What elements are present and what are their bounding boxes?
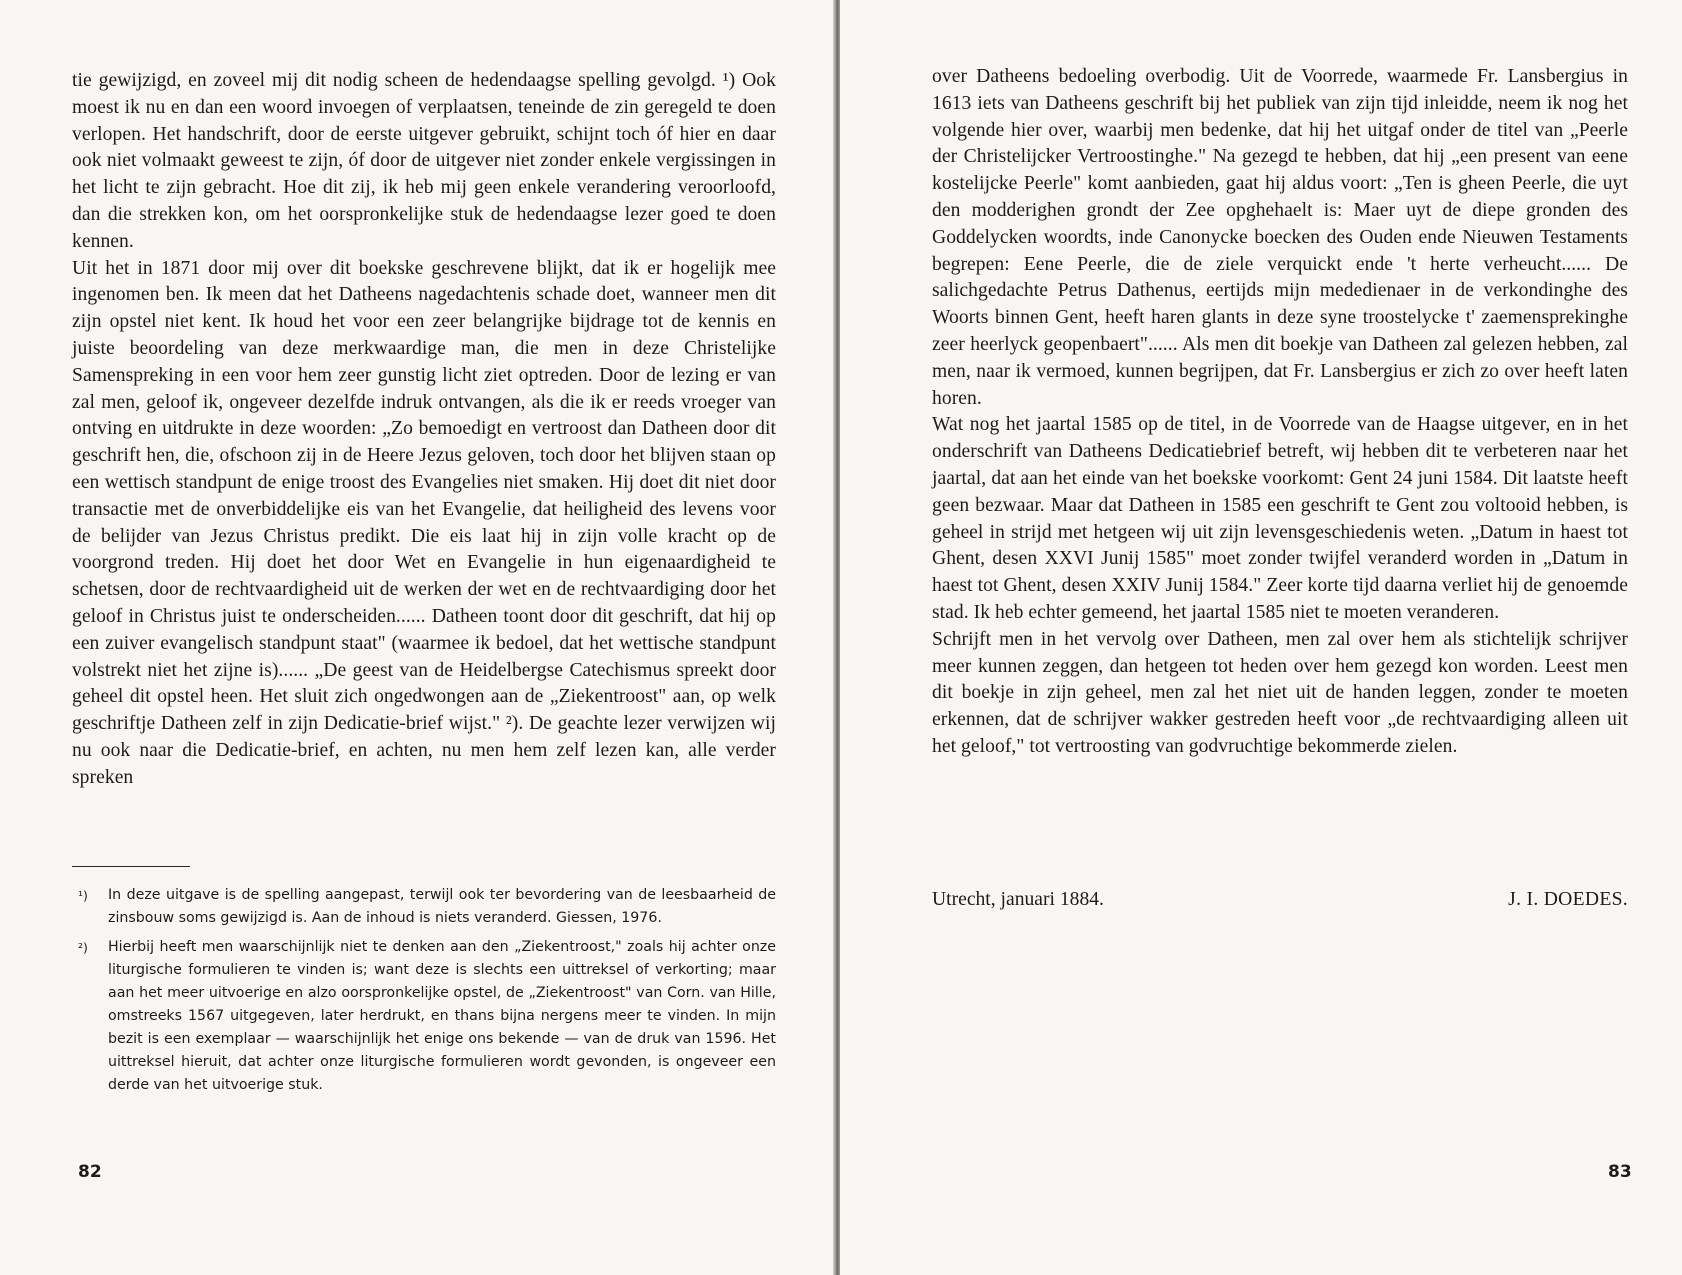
- footnote-divider: [72, 866, 190, 867]
- footnote-marker: ¹): [78, 888, 88, 903]
- footnote-2: [72, 936, 776, 1097]
- paragraph: over Datheens bedoeling overbodig. Uit de Voorrede, waarmede Fr. Lansbergius in 1613 iets van Datheens geschrift bij het publiek van zijn tijd inleidde, neem ik nog het volgende hier over, waarbij men bedenke, dat hij het uitgaf onder de titel van „Peerle der Christelijcker Vertroostinghe." Na gezegd te hebben, dat hij „een present van eene kostelijcke Peerle" komt aanbieden, gaat hij aldus voort: „Ten is gheen Peerle, die uyt den modderighen grondt der Zee opghehaelt is: Maer uyt de diepe gronden des Goddelycken woordts, inde Canonycke boecken des Ouden ende Nieuwen Testaments begrepen: Eene Peerle, die de ziele verquickt ende 't herte verheucht...... De salichgedachte Petrus Dathenus, eertijds mijn mededienaer in de verkondinghe des Woorts binnen Gent, heeft haren glants in deze syne troostelycke t' zaemensprekinghe zeer heerlyck geopenbaert"...... Als men dit boekje van Datheen zal gelezen hebben, zal men, naar ik vermoed, kunnen begrijpen, dat Fr. Lansbergius er zich zo over heeft laten horen.: [932, 66, 1628, 409]
- paragraph: Wat nog het jaartal 1585 op de titel, in de Voorrede van de Haagse uitgever, en in het onderschrift van Datheens Dedicatiebrief betreft, wij hebben dit te verbeteren naar het jaartal, dat aan het einde van het boekske voorkomt: Gent 24 juni 1584. Dit laatste heeft geen bezwaar. Maar dat Datheen in 1585 een geschrift te Gent zou voltooid hebben, is geheel in strijd met hetgeen wij uit zijn levensgeschiedenis weten. „Datum in haest tot Ghent, desen XXVI Junij 1585" moet zonder twijfel veranderd worden in „Datum in haest tot Ghent, desen XXIV Junij 1584." Zeer korte tijd daarna verliet hij de genoemde stad. Ik heb echter gemeend, het jaartal 1585 niet te moeten veranderen.: [932, 414, 1628, 623]
- paragraph: tie gewijzigd, en zoveel mij dit nodig scheen de hedendaagse spelling gevolgd. ¹) Ook moest ik nu en dan een woord invoegen of verplaatsen, teneinde de zin geregeld te doen verlopen. Het handschrift, door de eerste uitgever gebruikt, schijnt toch óf hier en daar ook niet volmaakt geweest te zijn, óf door de uitgever niet zonder enkele vergissingen in het licht te zijn gebracht. Hoe dit zij, ik heb mij geen enkele verandering veroorloofd, dan die strekken kon, om het oorspronkelijke stuk de hedendaagse lezer goed te doen kennen.: [72, 70, 776, 252]
- page-number: 82: [78, 1162, 102, 1182]
- right-page-body: [932, 64, 1628, 761]
- footnote-1: [72, 884, 776, 930]
- place-date: Utrecht, januari 1884.: [932, 889, 1104, 910]
- left-page-body: [72, 68, 776, 792]
- left-page: [0, 0, 835, 1275]
- author-signature: J. I. DOEDES.: [1508, 889, 1628, 910]
- footnote-text: Hierbij heeft men waarschijnlijk niet te denken aan den „Ziekentroost," zoals hij achter onze liturgische formulieren te vinden is; want deze is slechts een uittreksel of verkorting; maar aan het meer uitvoerige en alzo oorspronkelijke opstel, de „Ziekentroost" van Corn. van Hille, omstreeks 1567 uitgegeven, later herdrukt, en thans bijna nergens meer te vinden. In mijn bezit is een exemplaar — waarschijnlijk het enige ons bekende — van de druk van 1596. Het uittreksel hieruit, dat achter onze liturgische formulieren wordt gevonden, is ongeveer een derde van het uitvoerige stuk.: [108, 939, 776, 1093]
- paragraph: Schrijft men in het vervolg over Datheen, men zal over hem als stichtelijk schrijver meer kunnen zeggen, dan hetgeen tot heden over hem gezegd kon worden. Leest men dit boekje in zijn geheel, men zal het niet uit de handen leggen, zonder te moeten erkennen, dat de schrijver wakker gestreden heeft voor „de rechtvaardiging alleen uit het geloof," tot vertroosting van godvruchtige bekommerde zielen.: [932, 628, 1628, 757]
- footnote-text: In deze uitgave is de spelling aangepast, terwijl ook ter bevordering van de leesbaarheid de zinsbouw soms gewijzigd is. Aan de inhoud is niets veranderd. Giessen, 1976.: [108, 887, 776, 926]
- footnotes: [72, 884, 776, 1103]
- paragraph: Uit het in 1871 door mij over dit boekske geschrevene blijkt, dat ik er hogelijk mee ingenomen ben. Ik meen dat het Datheens nagedachtenis schade doet, wanneer men dit zijn opstel niet kent. Ik houd het voor een zeer belangrijke bijdrage tot de kennis en juiste beoordeling van deze merkwaardige man, die men in deze Christelijke Samenspreking in een voor hem zeer gunstig licht ziet optreden. Door de lezing er van zal men, geloof ik, ongeveer dezelfde indruk ontvangen, als die ik er reeds vroeger van ontving en uitdrukte in deze woorden: „Zo bemoedigt en vertroost dan Datheen door dit geschrift hen, die, ofschoon zij in de Heere Jezus geloven, toch door het blijven staan op een wettisch standpunt de enige troost des Evangelies niet smaken. Hij doet dit niet door transactie met de onverbiddelijke eis van het Evangelie, dat heiligheid des levens voor de belijder van Jezus Christus predikt. Die eis laat hij in zijn volle kracht op de voorgrond treden. Hij doet het door Wet en Evangelie in hun eigenaardigheid te schetsen, door de rechtvaardigheid uit de werken der wet en de rechtvaardiging door het geloof in Christus juist te onderscheiden...... Datheen toont door dit geschrift, dat hij op een zuiver evangelisch standpunt staat" (waarmee ik bedoel, dat het wettische standpunt volstrekt niet het zijne is)...... „De geest van de Heidelbergse Catechismus spreekt door geheel dit opstel heen. Het sluit zich ongedwongen aan de „Ziekentroost" aan, op welk geschriftje Datheen zelf in zijn Dedicatie-brief wijst." ²). De geachte lezer verwijzen wij nu ook naar die Dedicatie-brief, en achten, nu men hem zelf lezen kan, alle verder spreken: [72, 257, 776, 788]
- page-number: 83: [1608, 1162, 1632, 1182]
- footnote-marker: ²): [78, 940, 88, 955]
